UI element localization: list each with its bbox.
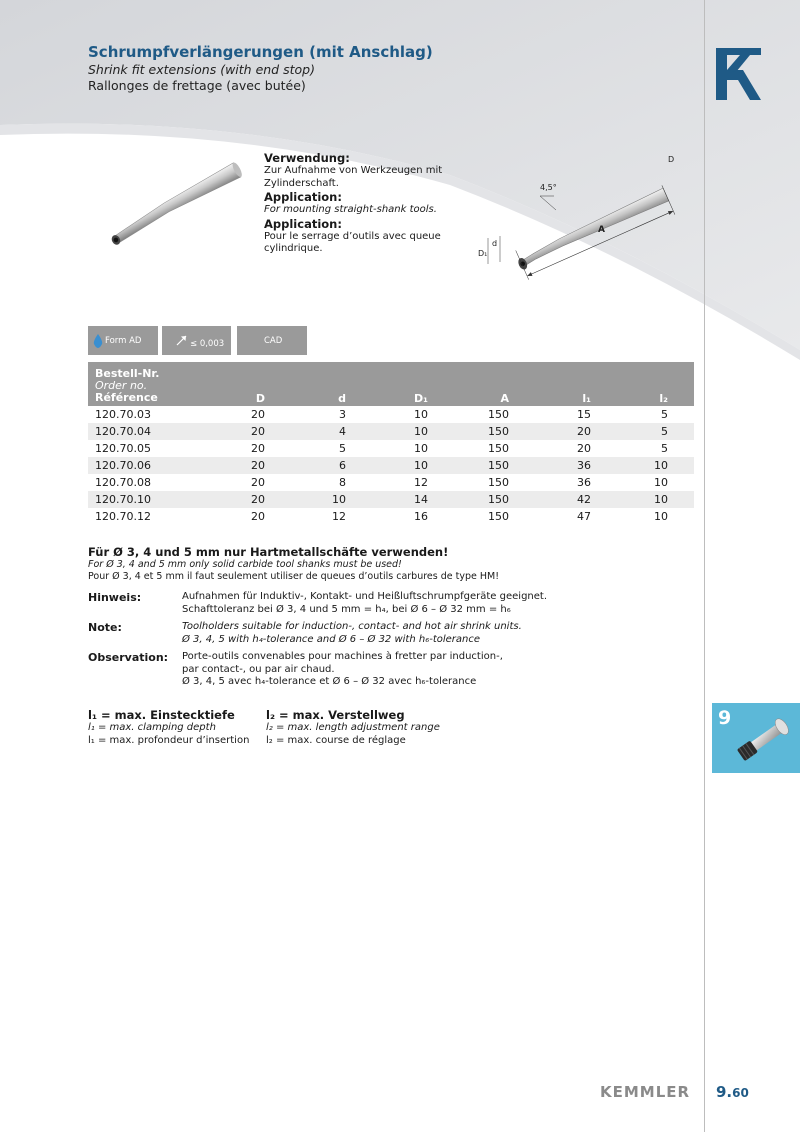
legend-l2-en: l₂ = max. length adjustment range [266,722,440,733]
header-col-D: D [255,392,265,405]
order-number-cell: 120.70.04 [95,425,151,438]
table-row [88,457,694,474]
table-row [88,440,694,457]
table-row [88,406,694,423]
table-cell: 10 [654,459,668,472]
table-cell: 20 [251,476,265,489]
table-row [88,491,694,508]
header-col-d: d [338,392,346,405]
table-cell: 20 [577,442,591,455]
table-cell: 6 [339,459,346,472]
header-order-en: Order no. [95,379,148,392]
usage-text-de: Zur Aufnahme von Werkzeugen mit Zylinderschaft. [264,165,443,189]
table-cell: 4 [339,425,346,438]
tolerance-label: ≤ 0,003 [190,339,225,349]
table-cell: 10 [414,442,428,455]
header-col-D1: D₁ [414,392,428,405]
warning-block [88,546,499,583]
page-divider-line [704,0,705,1132]
order-number-cell: 120.70.10 [95,493,151,506]
table-cell: 12 [414,476,428,489]
order-number-cell: 120.70.12 [95,510,151,523]
form-ad-label: Form AD [105,336,142,346]
table-cell: 20 [251,425,265,438]
cad-label: CAD [264,336,283,346]
table-cell: 47 [577,510,591,523]
legend-l1-de: l₁ = max. Einstecktiefe [88,708,235,722]
notes-block [88,591,698,694]
table-cell: 5 [339,442,346,455]
note-de [88,591,698,616]
table-cell: 150 [488,442,509,455]
table-cell: 10 [414,408,428,421]
table-row [88,508,694,525]
page-number [716,1083,749,1101]
table-cell: 150 [488,408,509,421]
table-cell: 20 [251,408,265,421]
note-line: Aufnahmen für Induktiv-, Kontakt- und Heißluftschrumpfgeräte geeignet. [182,591,547,602]
table-cell: 3 [339,408,346,421]
table-cell: 36 [577,459,591,472]
tolerance-badge[interactable] [162,326,231,355]
note-line: Schafttoleranz bei Ø 3, 4 und 5 mm = h₄, bei Ø 6 – Ø 32 mm = h₆ [182,603,511,615]
table-cell: 5 [661,425,668,438]
chapter-tab[interactable] [712,703,800,773]
drop-icon [93,334,103,348]
table-cell: 150 [488,510,509,523]
order-number-cell: 120.70.03 [95,408,151,421]
order-number-cell: 120.70.08 [95,476,151,489]
note-label: Hinweis: [88,591,142,604]
legend-l1 [88,708,249,747]
table-cell: 150 [488,493,509,506]
legend-l1-fr: l₁ = max. profondeur d’insertion [88,734,250,746]
chapter-number: 9 [718,707,732,729]
note-line: par contact-, ou par air chaud. [182,663,335,675]
warning-en: For Ø 3, 4 and 5 mm only solid carbide tool shanks must be used! [88,559,402,570]
table-cell: 20 [251,493,265,506]
order-number-cell: 120.70.06 [95,459,151,472]
table-cell: 10 [332,493,346,506]
warning-fr: Pour Ø 3, 4 et 5 mm il faut seulement utiliser de queues d’outils carbures de type HM! [88,571,500,582]
warning-de: Für Ø 3, 4 und 5 mm nur Hartmetallschäfte verwenden! [88,545,449,559]
runout-arrow-icon [176,334,188,346]
note-fr [88,651,698,689]
table-cell: 150 [488,425,509,438]
footer-brand: KEMMLER [600,1083,691,1101]
usage-text-en: For mounting straight-shank tools. [264,204,437,215]
table-cell: 150 [488,459,509,472]
page-number-minor: 60 [732,1086,749,1100]
dim-A-label: A [598,225,605,235]
table-cell: 10 [654,476,668,489]
legend-l1-en: l₁ = max. clamping depth [88,722,216,733]
table-cell: 20 [251,459,265,472]
usage-text-fr: Pour le serrage d’outils avec queue cylindrique. [264,230,441,254]
title-block [88,43,433,94]
usage-block [264,151,464,256]
header-order-fr: Référence [95,391,158,404]
note-label: Observation: [88,651,169,664]
table-cell: 10 [414,425,428,438]
technical-drawing [470,140,695,280]
note-label: Note: [88,621,122,634]
note-en [88,621,698,646]
legend-l2-de: l₂ = max. Verstellweg [266,708,405,722]
table-cell: 14 [414,493,428,506]
cad-badge[interactable] [237,326,307,355]
page-title: Schrumpfverlängerungen (mit Anschlag) [88,43,433,61]
table-cell: 5 [661,442,668,455]
table-body [88,406,694,525]
table-cell: 12 [332,510,346,523]
table-header [88,362,694,406]
table-cell: 42 [577,493,591,506]
table-row [88,474,694,491]
note-line: Ø 3, 4, 5 avec h₄-tolerance et Ø 6 – Ø 32 avec h₆-tolerance [182,676,477,687]
table-cell: 150 [488,476,509,489]
header-col-l1: l₁ [582,392,591,405]
usage-heading-de: Verwendung: [264,151,350,165]
note-line: Porte-outils convenables pour machines à fretter par induction-, [182,651,503,662]
note-line: Toolholders suitable for induction-, contact- and hot air shrink units. [182,621,522,632]
legend-l2 [266,708,440,747]
table-cell: 20 [251,510,265,523]
tool-photo [86,150,256,260]
table-cell: 10 [654,510,668,523]
header-col-A: A [500,392,509,405]
note-line: Ø 3, 4, 5 with h₄-tolerance and Ø 6 – Ø 32 with h₆-tolerance [182,633,481,645]
angle-label: 4,5° [540,183,557,192]
form-ad-badge[interactable] [88,326,158,355]
table-cell: 8 [339,476,346,489]
dim-d-label: d [492,239,498,248]
kemmler-logo [716,48,761,100]
page-number-major: 9. [716,1083,733,1101]
dim-D1-label: D₁ [478,249,488,258]
table-row [88,423,694,440]
dim-D-label: D [668,155,675,164]
usage-heading-en: Application: [264,190,342,204]
table-cell: 20 [251,442,265,455]
table-cell: 36 [577,476,591,489]
legend-l2-fr: l₂ = max. course de réglage [266,734,406,746]
page-subtitle-en: Shrink fit extensions (with end stop) [88,62,315,77]
table-cell: 20 [577,425,591,438]
header-col-l2: l₂ [659,392,668,405]
table-cell: 16 [414,510,428,523]
table-cell: 10 [654,493,668,506]
order-number-cell: 120.70.05 [95,442,151,455]
usage-heading-fr: Application: [264,216,342,231]
table-cell: 15 [577,408,591,421]
table-cell: 5 [661,408,668,421]
pull-stud-icon [734,709,798,769]
header-order-de: Bestell-Nr. [95,367,160,380]
product-table [88,362,694,525]
page-subtitle-fr: Rallonges de frettage (avec butée) [88,78,306,93]
table-cell: 10 [414,459,428,472]
